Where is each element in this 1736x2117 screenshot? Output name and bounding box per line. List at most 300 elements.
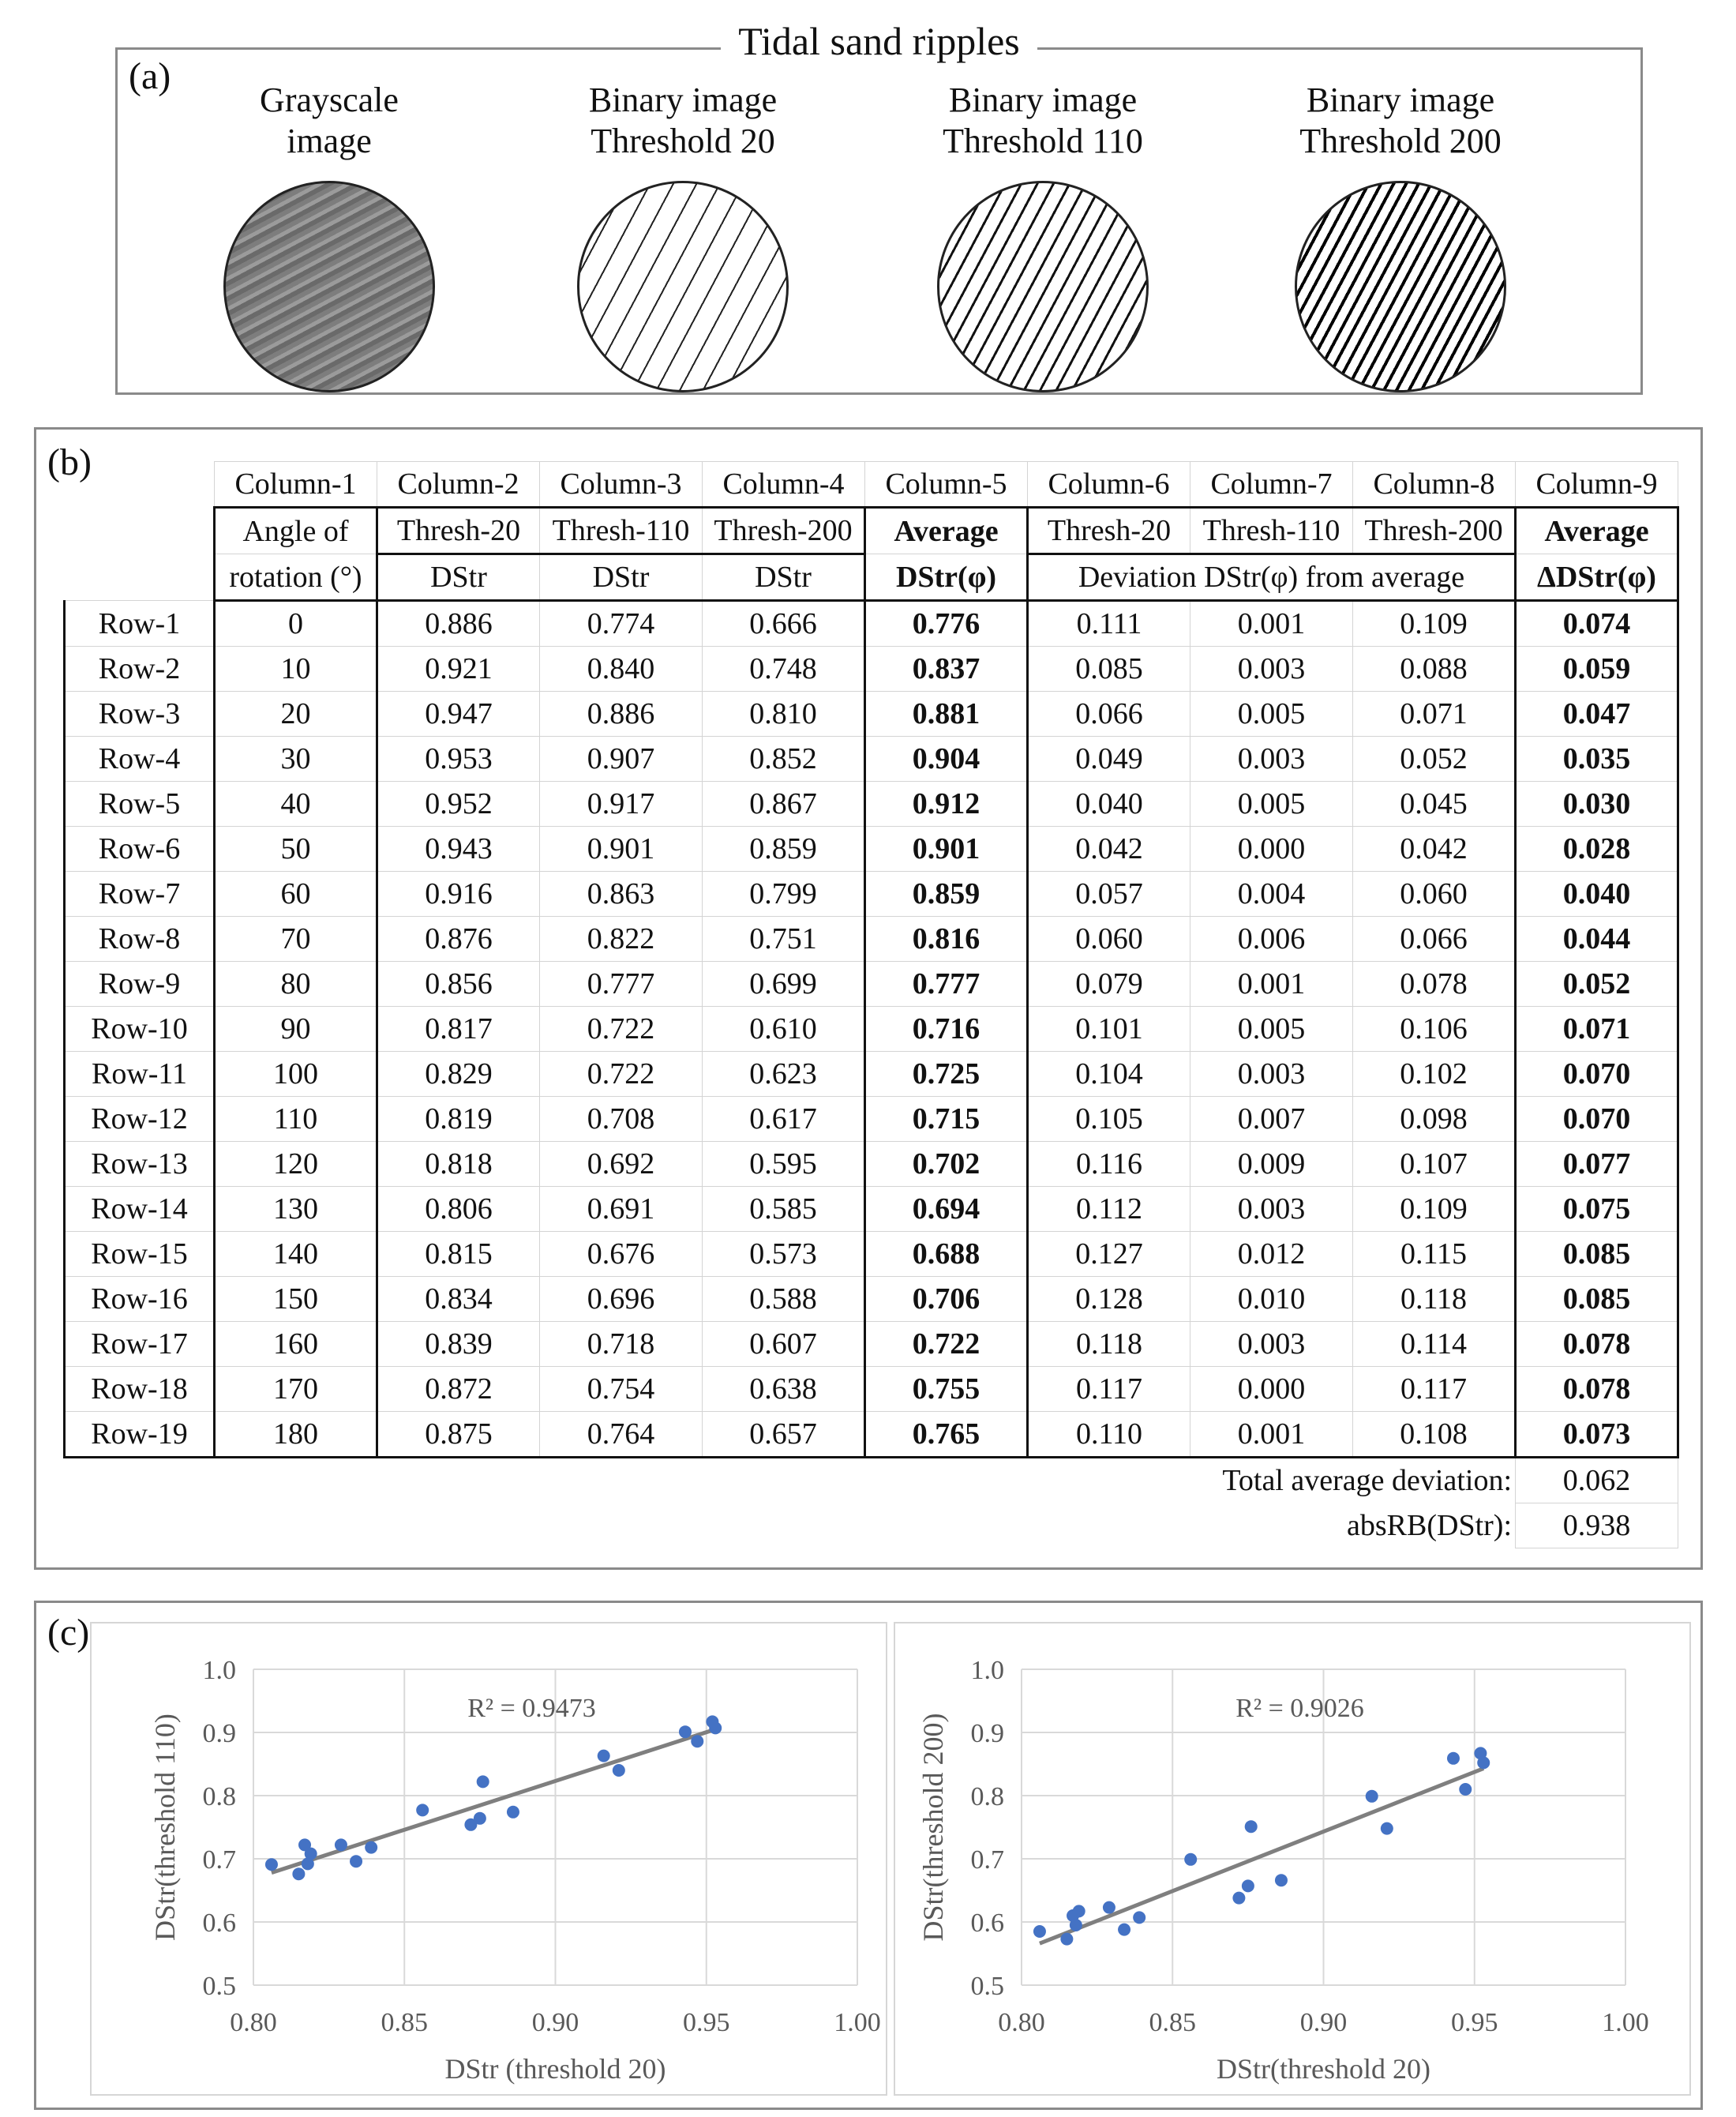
table-cell: 0.060 (1353, 872, 1516, 917)
table-cell: 110 (215, 1097, 377, 1142)
column-id: Column-3 (540, 462, 703, 508)
header-row-2 (65, 554, 1678, 601)
data-point (613, 1764, 625, 1777)
table-cell: 0.917 (540, 782, 703, 827)
panel-a (115, 19, 1643, 395)
empty-cell (377, 1503, 540, 1548)
table-cell: 0.799 (703, 872, 865, 917)
row-label: Row-3 (65, 692, 215, 737)
header-cell: Thresh-110 (1190, 508, 1353, 554)
table-cell: 170 (215, 1367, 377, 1412)
data-point (1366, 1790, 1378, 1803)
table-cell: 0.912 (865, 782, 1028, 827)
y-tick-label: 0.5 (970, 1972, 1004, 2001)
y-tick-label: 1.0 (970, 1656, 1004, 1685)
table-row (65, 1232, 1678, 1277)
table-cell: 0.105 (1028, 1097, 1190, 1142)
panel-a-label: (a) (129, 55, 171, 97)
table-cell: 0.001 (1190, 1412, 1353, 1458)
table-row (65, 872, 1678, 917)
table-cell: 0.774 (540, 601, 703, 647)
y-tick-label: 0.6 (970, 1909, 1004, 1938)
table-row (65, 647, 1678, 692)
table-cell: 0.106 (1353, 1007, 1516, 1052)
table-cell: 0.815 (377, 1232, 540, 1277)
table-cell: 150 (215, 1277, 377, 1322)
table-cell: 0.777 (540, 962, 703, 1007)
caption-line1: Binary image (588, 81, 778, 119)
table-cell: 0.875 (377, 1412, 540, 1458)
table-cell: 0.088 (1353, 647, 1516, 692)
x-tick-label: 1.00 (1602, 2008, 1649, 2037)
table-cell: 0.694 (865, 1187, 1028, 1232)
table-cell: 0.953 (377, 737, 540, 782)
table-cell: 0.070 (1516, 1052, 1678, 1097)
column-id: Column-6 (1028, 462, 1190, 508)
table-cell: 100 (215, 1052, 377, 1097)
table-cell: 0.692 (540, 1142, 703, 1187)
table-cell: 0.071 (1353, 692, 1516, 737)
table-cell: 0.638 (703, 1367, 865, 1412)
table-cell: 0.837 (865, 647, 1028, 692)
y-axis-label: DStr(threshold 200) (917, 1713, 949, 1942)
caption-line2: Threshold 110 (943, 122, 1143, 160)
table-cell: 0.718 (540, 1322, 703, 1367)
header-cell: DStr(φ) (865, 554, 1028, 601)
table-cell: 0.810 (703, 692, 865, 737)
summary-label: absRB(DStr): (1347, 1509, 1512, 1542)
column-id: Column-8 (1353, 462, 1516, 508)
table-cell: 0.085 (1516, 1232, 1678, 1277)
table-cell: 0.702 (865, 1142, 1028, 1187)
table-cell: 130 (215, 1187, 377, 1232)
caption-line2: image (287, 122, 372, 160)
data-point (1242, 1879, 1254, 1892)
data-point (335, 1838, 347, 1851)
panel-c-label: (c) (47, 1612, 90, 1653)
table-row (65, 1052, 1678, 1097)
table-row (65, 692, 1678, 737)
table-cell: 80 (215, 962, 377, 1007)
table-cell: 180 (215, 1412, 377, 1458)
table-cell: 0.818 (377, 1142, 540, 1187)
table-cell: 0.921 (377, 647, 540, 692)
panel-c (34, 1601, 1703, 2110)
caption-line1: Grayscale (260, 81, 399, 119)
table-cell: 0.042 (1353, 827, 1516, 872)
empty-cell (65, 1503, 215, 1548)
table-cell: 0.108 (1353, 1412, 1516, 1458)
row-label: Row-6 (65, 827, 215, 872)
table-cell: 0.003 (1190, 1052, 1353, 1097)
table-cell: 0.003 (1190, 1322, 1353, 1367)
table-cell: 0.000 (1190, 1367, 1353, 1412)
row-label: Row-18 (65, 1367, 215, 1412)
y-tick-label: 0.6 (202, 1909, 236, 1938)
table-cell: 0.117 (1028, 1367, 1190, 1412)
data-point (1073, 1905, 1085, 1917)
table-cell: 0.748 (703, 647, 865, 692)
table-cell: 0.128 (1028, 1277, 1190, 1322)
r-squared-annotation: R² = 0.9473 (467, 1694, 596, 1723)
header-cell: Average (1516, 508, 1678, 554)
table-cell: 0.111 (1028, 601, 1190, 647)
trendline (1040, 1769, 1483, 1944)
table-cell: 0.102 (1353, 1052, 1516, 1097)
table-cell: 0.085 (1516, 1277, 1678, 1322)
row-label: Row-19 (65, 1412, 215, 1458)
header-cell: Thresh-20 (377, 508, 540, 554)
table-cell: 0.755 (865, 1367, 1028, 1412)
empty-cell (540, 1503, 703, 1548)
table-cell: 0.070 (1516, 1097, 1678, 1142)
table-cell: 0.052 (1353, 737, 1516, 782)
table-cell: 0.852 (703, 737, 865, 782)
table-cell: 160 (215, 1322, 377, 1367)
header-cell: Thresh-200 (1353, 508, 1516, 554)
x-tick-label: 0.90 (1299, 2008, 1348, 2037)
table-cell: 0.859 (865, 872, 1028, 917)
table-cell: 0.003 (1190, 647, 1353, 692)
table-cell: 0.819 (377, 1097, 540, 1142)
caption-line2: Threshold 200 (1299, 122, 1502, 160)
table-cell: 0.696 (540, 1277, 703, 1322)
empty-cell (65, 462, 215, 508)
header-cell: DStr (540, 554, 703, 601)
table-row (65, 1007, 1678, 1052)
table-cell: 0.047 (1516, 692, 1678, 737)
image-threshold-110 (877, 80, 1209, 392)
column-id: Column-1 (215, 462, 377, 508)
table-cell: 0.764 (540, 1412, 703, 1458)
column-id: Column-4 (703, 462, 865, 508)
image-threshold-20 (517, 80, 849, 392)
data-point (1133, 1911, 1145, 1924)
header-cell: Thresh-20 (1028, 508, 1190, 554)
table-cell: 0.699 (703, 962, 865, 1007)
grayscale-ripple-image (223, 181, 435, 392)
table-cell: 0.073 (1516, 1412, 1678, 1458)
table-cell: 0.881 (865, 692, 1028, 737)
table-row (65, 1187, 1678, 1232)
table-cell: 0.943 (377, 827, 540, 872)
data-point (1232, 1892, 1245, 1905)
data-point (1275, 1874, 1288, 1886)
table-cell: 0.006 (1190, 917, 1353, 962)
y-tick-label: 0.5 (202, 1972, 236, 2001)
table-cell: 0.901 (540, 827, 703, 872)
x-axis-label: DStr (threshold 20) (444, 2053, 666, 2085)
table-cell: 0.666 (703, 601, 865, 647)
y-tick-label: 0.9 (202, 1719, 236, 1748)
table-cell: 0.840 (540, 647, 703, 692)
table-cell: 0.863 (540, 872, 703, 917)
row-label: Row-10 (65, 1007, 215, 1052)
data-point (691, 1735, 703, 1747)
x-tick-label: 0.85 (1149, 2008, 1196, 2037)
image-threshold-200 (1235, 80, 1566, 392)
data-point (1459, 1783, 1472, 1796)
table-cell: 0.004 (1190, 872, 1353, 917)
empty-cell (865, 1458, 1028, 1503)
header-cell: DStr (377, 554, 540, 601)
table-cell: 0.109 (1353, 1187, 1516, 1232)
table-cell: 0.077 (1516, 1142, 1678, 1187)
table-cell: 0.028 (1516, 827, 1678, 872)
table-cell: 60 (215, 872, 377, 917)
table-cell: 0.007 (1190, 1097, 1353, 1142)
table-row (65, 917, 1678, 962)
table-row (65, 1412, 1678, 1458)
table-cell: 0.010 (1190, 1277, 1353, 1322)
table-row (65, 1142, 1678, 1187)
row-label: Row-2 (65, 647, 215, 692)
table-cell: 0.074 (1516, 601, 1678, 647)
table-cell: 0.657 (703, 1412, 865, 1458)
panel-b-label: (b) (47, 441, 92, 483)
data-point (1070, 1919, 1082, 1931)
row-label: Row-17 (65, 1322, 215, 1367)
table-cell: 0.005 (1190, 782, 1353, 827)
table-cell: 0.916 (377, 872, 540, 917)
data-point (1184, 1853, 1197, 1866)
data-point (1103, 1901, 1115, 1914)
scatter-chart-threshold-200 (894, 1622, 1691, 2096)
table-cell: 0.117 (1353, 1367, 1516, 1412)
scatter-chart-threshold-110 (90, 1622, 887, 2096)
summary-value: 0.938 (1516, 1503, 1678, 1548)
row-label: Row-14 (65, 1187, 215, 1232)
table-cell: 0.003 (1190, 737, 1353, 782)
table-row (65, 782, 1678, 827)
table-cell: 0.617 (703, 1097, 865, 1142)
table-cell: 0.078 (1516, 1367, 1678, 1412)
header-cell: Deviation DStr(φ) from average (1028, 554, 1516, 601)
column-id: Column-9 (1516, 462, 1678, 508)
x-tick-label: 0.95 (683, 2008, 730, 2037)
data-point (679, 1725, 692, 1738)
empty-cell (215, 1458, 377, 1503)
table-cell: 0.904 (865, 737, 1028, 782)
table-cell: 0.040 (1028, 782, 1190, 827)
table-cell: 0.751 (703, 917, 865, 962)
row-label: Row-15 (65, 1232, 215, 1277)
table-cell: 0.872 (377, 1367, 540, 1412)
table-cell: 0.127 (1028, 1232, 1190, 1277)
header-cell: Angle of (215, 508, 377, 554)
table-row (65, 1277, 1678, 1322)
data-point (474, 1812, 486, 1825)
empty-cell (540, 1458, 703, 1503)
data-point (1060, 1933, 1073, 1946)
table-cell: 0.876 (377, 917, 540, 962)
table-cell: 0.947 (377, 692, 540, 737)
summary-row (65, 1458, 1678, 1503)
y-tick-label: 0.7 (970, 1845, 1004, 1875)
y-tick-label: 1.0 (202, 1656, 236, 1685)
row-label: Row-13 (65, 1142, 215, 1187)
table-cell: 0.057 (1028, 872, 1190, 917)
table-cell: 140 (215, 1232, 377, 1277)
y-axis-label: DStr(threshold 110) (149, 1713, 181, 1941)
r-squared-annotation: R² = 0.9026 (1235, 1694, 1364, 1723)
chart-canvas (895, 1623, 1693, 2097)
table-row (65, 601, 1678, 647)
table-cell: 0.952 (377, 782, 540, 827)
header-cell: rotation (°) (215, 554, 377, 601)
empty-cell (703, 1503, 865, 1548)
table-cell: 30 (215, 737, 377, 782)
row-label: Row-16 (65, 1277, 215, 1322)
table-cell: 0.075 (1516, 1187, 1678, 1232)
x-axis-label: DStr(threshold 20) (1217, 2053, 1430, 2085)
table-cell: 0.886 (540, 692, 703, 737)
empty-cell (65, 1458, 215, 1503)
table-cell: 0.071 (1516, 1007, 1678, 1052)
table-cell: 0.040 (1516, 872, 1678, 917)
y-tick-label: 0.9 (970, 1719, 1004, 1748)
table-cell: 70 (215, 917, 377, 962)
summary-value: 0.062 (1516, 1458, 1678, 1503)
table-cell: 0.000 (1190, 827, 1353, 872)
row-label: Row-5 (65, 782, 215, 827)
table-cell: 0.722 (540, 1007, 703, 1052)
table-cell: 90 (215, 1007, 377, 1052)
data-point (1245, 1820, 1258, 1833)
table-cell: 0.005 (1190, 1007, 1353, 1052)
table-cell: 0.079 (1028, 962, 1190, 1007)
table-cell: 0.822 (540, 917, 703, 962)
data-point (1118, 1924, 1130, 1936)
table-cell: 0.777 (865, 962, 1028, 1007)
table-cell: 0.901 (865, 827, 1028, 872)
table-cell: 0.003 (1190, 1187, 1353, 1232)
row-label: Row-7 (65, 872, 215, 917)
header-cell: Thresh-200 (703, 508, 865, 554)
table-cell: 0.066 (1028, 692, 1190, 737)
panel-b (34, 427, 1703, 1570)
data-point (365, 1841, 377, 1854)
y-tick-label: 0.8 (970, 1782, 1004, 1811)
header-row-1 (65, 508, 1678, 554)
table-row (65, 1322, 1678, 1367)
table-row (65, 1097, 1678, 1142)
table-cell: 0.112 (1028, 1187, 1190, 1232)
table-row (65, 962, 1678, 1007)
table-cell: 0.765 (865, 1412, 1028, 1458)
empty-cell (377, 1458, 540, 1503)
row-label: Row-9 (65, 962, 215, 1007)
table-cell: 0.060 (1028, 917, 1190, 962)
table-cell: 0.052 (1516, 962, 1678, 1007)
table-cell: 0.834 (377, 1277, 540, 1322)
x-tick-label: 1.00 (834, 2008, 881, 2037)
table-cell: 0.012 (1190, 1232, 1353, 1277)
table-cell: 0.030 (1516, 782, 1678, 827)
y-tick-label: 0.7 (202, 1845, 236, 1875)
table-cell: 0.907 (540, 737, 703, 782)
table-cell: 0.588 (703, 1277, 865, 1322)
empty-cell (865, 1503, 1028, 1548)
table-cell: 0.867 (703, 782, 865, 827)
caption-line1: Binary image (1306, 81, 1495, 119)
table-cell: 40 (215, 782, 377, 827)
table-cell: 0.005 (1190, 692, 1353, 737)
binary-threshold-200-image (1295, 181, 1506, 392)
data-point (598, 1750, 610, 1762)
table-cell: 20 (215, 692, 377, 737)
table-cell: 0.110 (1028, 1412, 1190, 1458)
data-point (350, 1855, 362, 1867)
table-cell: 0.623 (703, 1052, 865, 1097)
table-cell: 0.716 (865, 1007, 1028, 1052)
table-cell: 0.045 (1353, 782, 1516, 827)
table-cell: 0.059 (1516, 647, 1678, 692)
table-cell: 0.722 (540, 1052, 703, 1097)
table-cell: 0.104 (1028, 1052, 1190, 1097)
table-cell: 0.118 (1353, 1277, 1516, 1322)
table-cell: 0.585 (703, 1187, 865, 1232)
table-cell: 0.044 (1516, 917, 1678, 962)
row-label: Row-4 (65, 737, 215, 782)
x-tick-label: 0.95 (1451, 2008, 1498, 2037)
empty-cell (703, 1458, 865, 1503)
table-cell: 0.816 (865, 917, 1028, 962)
data-point (477, 1775, 489, 1788)
x-tick-label: 0.85 (381, 2008, 428, 2037)
data-point (1381, 1822, 1393, 1835)
caption-line1: Binary image (948, 81, 1138, 119)
table-cell: 0.114 (1353, 1322, 1516, 1367)
table-cell: 0.776 (865, 601, 1028, 647)
row-label: Row-12 (65, 1097, 215, 1142)
data-point (265, 1858, 278, 1871)
x-tick-label: 0.80 (230, 2008, 277, 2037)
table-cell: 0.035 (1516, 737, 1678, 782)
data-point (507, 1806, 519, 1819)
table-cell: 120 (215, 1142, 377, 1187)
table-cell: 0 (215, 601, 377, 647)
header-cell: ΔDStr(φ) (1516, 554, 1678, 601)
table-row (65, 1367, 1678, 1412)
table-cell: 0.115 (1353, 1232, 1516, 1277)
summary-label: Total average deviation: (1222, 1464, 1512, 1498)
image-grayscale (163, 80, 495, 392)
table-cell: 0.118 (1028, 1322, 1190, 1367)
empty-cell (215, 1503, 377, 1548)
table-cell: 0.829 (377, 1052, 540, 1097)
table-cell: 0.886 (377, 601, 540, 647)
table-cell: 0.116 (1028, 1142, 1190, 1187)
data-point (302, 1857, 314, 1870)
table-row (65, 827, 1678, 872)
table-cell: 0.817 (377, 1007, 540, 1052)
table-cell: 0.706 (865, 1277, 1028, 1322)
header-cell: Average (865, 508, 1028, 554)
data-point (292, 1867, 305, 1880)
table-cell: 0.042 (1028, 827, 1190, 872)
chart-canvas (92, 1623, 889, 2097)
table-cell: 0.595 (703, 1142, 865, 1187)
table-cell: 0.101 (1028, 1007, 1190, 1052)
column-id: Column-2 (377, 462, 540, 508)
table-cell: 0.754 (540, 1367, 703, 1412)
table-cell: 0.708 (540, 1097, 703, 1142)
table-row (65, 737, 1678, 782)
summary-row (65, 1503, 1678, 1548)
table-cell: 0.078 (1516, 1322, 1678, 1367)
header-cell: Thresh-110 (540, 508, 703, 554)
